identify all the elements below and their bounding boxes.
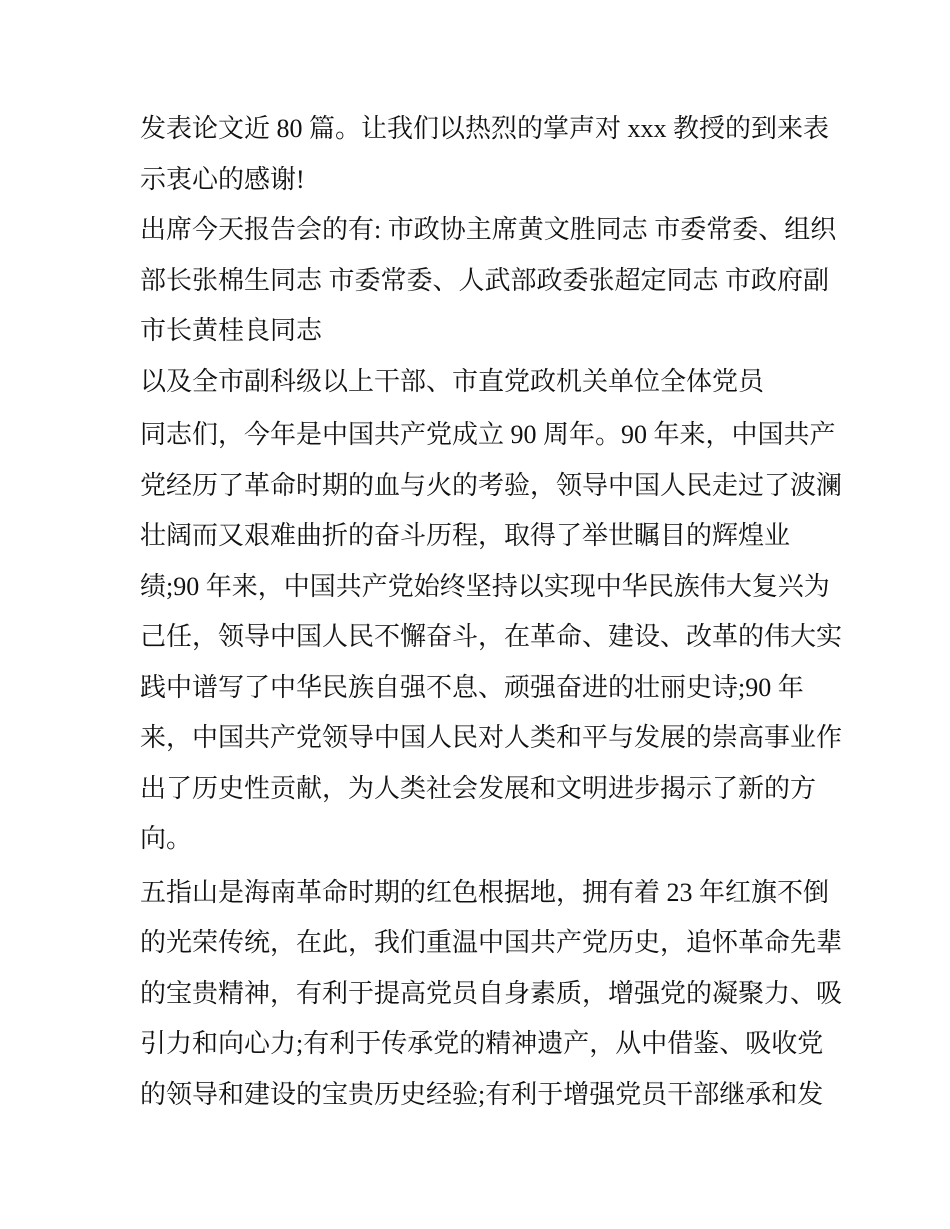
text-line: 绩;90 年来，中国共产党始终坚持以实现中华民族伟大复兴为 [140,571,830,601]
text-line: 出了历史性贡献，为人类社会发展和文明进步揭示了新的方 [140,773,817,803]
text-line: 发表论文近 80 篇。让我们以热烈的掌声对 xxx 教授的到来表 [140,114,830,143]
paragraph-3 [140,357,840,408]
text-line: 的领导和建设的宝贵历史经验;有利于增强党员干部继承和发 [140,1079,824,1109]
text-line: 的光荣传统，在此，我们重温中国共产党历史，追怀革命先辈 [140,928,843,957]
text-line: 以及全市副科级以上干部、市直党政机关单位全体党员 [140,366,765,396]
text-line: 出席今天报告会的有: 市政协主席黄文胜同志 市委常委、组织 [140,215,837,244]
text-line: 示衷心的感谢! [140,164,305,194]
text-line: 市长黄桂良同志 [140,316,323,345]
paragraph-2 [140,205,840,357]
text-line: 来，中国共产党领导中国人民对人类和平与发展的崇高事业作 [140,723,843,752]
paragraph-4 [140,410,843,865]
paragraph-5 [140,868,843,1121]
text-line: 党经历了革命时期的血与火的考验，领导中国人民走过了波澜 [140,470,843,500]
text-line: 五指山是海南革命时期的红色根据地，拥有着 23 年红旗不倒 [140,877,830,907]
text-line: 部长张棉生同志 市委常委、人武部政委张超定同志 市政府副 [140,265,830,295]
text-line: 的宝贵精神，有利于提高党员自身素质，增强党的凝聚力、吸 [140,978,843,1008]
text-line: 向。 [140,824,193,853]
text-line: 引力和向心力;有利于传承党的精神遗产，从中借鉴、吸收党 [140,1029,824,1058]
text-line: 壮阔而又艰难曲折的奋斗历程，取得了举世瞩目的辉煌业 [140,521,791,550]
document-page [140,104,843,1120]
text-line: 践中谱写了中华民族自强不息、顽强奋进的壮丽史诗;90 年 [140,672,804,702]
paragraph-1 [140,104,840,205]
text-line: 同志们，今年是中国共产党成立 90 周年。90 年来，中国共产 [140,420,836,449]
text-line: 己任，领导中国人民不懈奋斗，在革命、建设、改革的伟大实 [140,622,843,651]
